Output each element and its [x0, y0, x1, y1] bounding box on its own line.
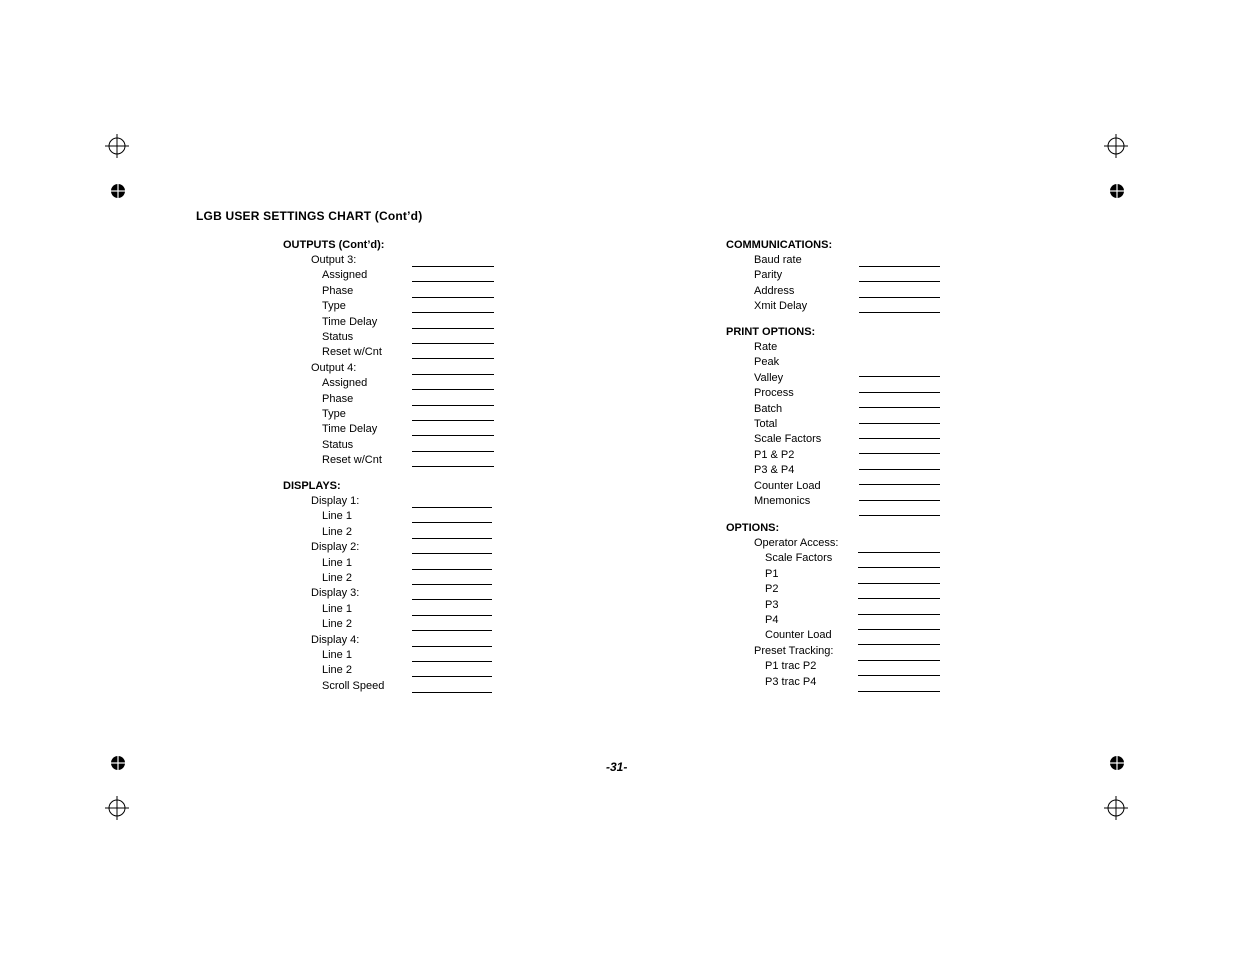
- form-row: [283, 376, 503, 391]
- field-label: P1 trac P2: [765, 660, 817, 673]
- fill-in-blank[interactable]: [859, 515, 940, 516]
- form-row: [283, 679, 503, 694]
- field-label: Assigned: [322, 377, 368, 390]
- field-label: Operator Access:: [754, 537, 839, 549]
- field-label: Display 1:: [311, 495, 360, 507]
- form-row: [283, 345, 503, 360]
- fill-in-blank[interactable]: [412, 676, 492, 677]
- field-label: P2: [765, 583, 779, 596]
- fill-in-blank[interactable]: [412, 266, 494, 267]
- form-row: [726, 448, 946, 463]
- registration-crosshair-icon: [105, 134, 129, 158]
- form-row: [726, 284, 946, 299]
- form-row: [283, 315, 503, 330]
- field-label: Mnemonics: [754, 494, 811, 507]
- form-row: [283, 586, 503, 601]
- form-row: [726, 299, 946, 314]
- fill-in-blank[interactable]: [412, 312, 494, 313]
- fill-in-blank[interactable]: [412, 692, 492, 693]
- fill-in-blank[interactable]: [859, 297, 940, 298]
- communications-section: [726, 237, 946, 315]
- form-row: [726, 355, 946, 370]
- field-label: Line 1: [322, 510, 352, 523]
- field-label: P1 & P2: [754, 448, 795, 461]
- fill-in-blank[interactable]: [412, 661, 492, 662]
- fill-in-blank[interactable]: [412, 451, 494, 452]
- fill-in-blank[interactable]: [858, 691, 940, 692]
- field-label: Status: [322, 330, 354, 343]
- fill-in-blank[interactable]: [412, 420, 494, 421]
- print-options-section: [726, 324, 946, 509]
- displays-section: [283, 478, 503, 694]
- field-label: Output 4:: [311, 361, 357, 374]
- registration-dot-icon: [1110, 184, 1124, 198]
- field-label: Display 2:: [311, 541, 360, 554]
- fill-in-blank[interactable]: [412, 584, 492, 585]
- registration-dot-icon: [1110, 756, 1124, 770]
- field-label: Counter Load: [754, 479, 821, 492]
- field-label: Status: [322, 438, 354, 451]
- fill-in-blank[interactable]: [412, 405, 494, 406]
- field-label: Scale Factors: [754, 433, 822, 446]
- form-row: [283, 540, 503, 555]
- form-row: [726, 582, 946, 597]
- field-label: Line 1: [322, 648, 352, 661]
- field-label: Reset w/Cnt: [322, 346, 382, 359]
- field-label: Preset Tracking:: [754, 644, 834, 657]
- fill-in-blank[interactable]: [412, 507, 492, 508]
- fill-in-blank[interactable]: [412, 615, 492, 616]
- field-label: P3 & P4: [754, 464, 795, 477]
- field-label: Scroll Speed: [322, 679, 385, 692]
- field-label: Parity: [754, 269, 783, 282]
- field-label: Total: [754, 417, 778, 430]
- fill-in-blank[interactable]: [412, 328, 494, 329]
- form-row: [283, 392, 503, 407]
- field-label: Scale Factors: [765, 552, 833, 565]
- form-row: [726, 268, 946, 283]
- field-label: Line 2: [322, 571, 352, 584]
- form-row: [283, 284, 503, 299]
- form-row: [283, 617, 503, 632]
- form-row: [726, 340, 946, 355]
- fill-in-blank[interactable]: [412, 343, 494, 344]
- form-row: [726, 598, 946, 613]
- form-row: [726, 551, 946, 566]
- fill-in-blank[interactable]: [412, 522, 492, 523]
- registration-crosshair-icon: [1104, 134, 1128, 158]
- form-row: [726, 644, 946, 659]
- options-heading: OPTIONS:: [726, 522, 780, 534]
- fill-in-blank[interactable]: [412, 630, 492, 631]
- form-row: [283, 299, 503, 314]
- communications-heading: COMMUNICATIONS:: [726, 239, 833, 251]
- field-label: Line 1: [322, 556, 352, 569]
- form-row: [726, 628, 946, 643]
- form-row: [726, 567, 946, 582]
- form-row: [726, 463, 946, 478]
- print-options-heading: PRINT OPTIONS:: [726, 326, 816, 338]
- field-label: Phase: [322, 284, 354, 297]
- form-row: [283, 330, 503, 345]
- form-row: [283, 253, 503, 268]
- field-label: Valley: [754, 371, 784, 384]
- fill-in-blank[interactable]: [412, 538, 492, 539]
- field-label: Line 2: [322, 664, 352, 677]
- form-row: [726, 417, 946, 432]
- form-row: [283, 361, 503, 376]
- form-row: [283, 422, 503, 437]
- form-row: [283, 556, 503, 571]
- form-row: [283, 268, 503, 283]
- fill-in-blank[interactable]: [412, 389, 494, 390]
- outputs-section: [283, 237, 503, 468]
- field-label: Time Delay: [322, 423, 378, 436]
- field-label: Rate: [754, 341, 778, 353]
- form-row: [726, 675, 946, 690]
- displays-heading: DISPLAYS:: [283, 480, 341, 492]
- fill-in-blank[interactable]: [412, 646, 492, 647]
- field-label: Type: [322, 407, 346, 420]
- form-row: [726, 402, 946, 417]
- form-row: [283, 494, 503, 509]
- field-label: Baud rate: [754, 254, 802, 266]
- fill-in-blank[interactable]: [412, 374, 494, 375]
- form-row: [726, 432, 946, 447]
- field-label: Type: [322, 300, 346, 313]
- form-row: [283, 407, 503, 422]
- field-label: Time Delay: [322, 315, 378, 328]
- registration-dot-icon: [111, 756, 125, 770]
- field-label: Line 2: [322, 525, 352, 538]
- fill-in-blank[interactable]: [412, 569, 492, 570]
- field-label: P3: [765, 598, 779, 611]
- form-row: [726, 613, 946, 628]
- form-row: [726, 659, 946, 674]
- form-row: [283, 571, 503, 586]
- form-row: [283, 633, 503, 648]
- fill-in-blank[interactable]: [412, 599, 492, 600]
- options-section: [726, 520, 946, 690]
- form-row: [283, 648, 503, 663]
- form-row: [283, 525, 503, 540]
- field-label: P4: [765, 613, 779, 626]
- fill-in-blank[interactable]: [412, 435, 494, 436]
- form-row: [726, 386, 946, 401]
- fill-in-blank[interactable]: [412, 297, 494, 298]
- registration-dot-icon: [111, 184, 125, 198]
- form-row: [726, 536, 946, 551]
- field-label: Peak: [754, 356, 780, 369]
- registration-crosshair-icon: [105, 796, 129, 820]
- field-label: Display 4:: [311, 633, 360, 646]
- page-number: -31-: [606, 760, 628, 774]
- fill-in-blank[interactable]: [859, 312, 940, 313]
- fill-in-blank[interactable]: [412, 358, 494, 359]
- field-label: Xmit Delay: [754, 300, 808, 313]
- form-row: [726, 371, 946, 386]
- page-title: LGB USER SETTINGS CHART (Cont’d): [196, 209, 423, 223]
- fill-in-blank[interactable]: [859, 266, 940, 267]
- field-label: P3 trac P4: [765, 675, 817, 688]
- field-label: Address: [754, 284, 795, 297]
- field-label: Display 3:: [311, 587, 360, 600]
- form-row: [283, 509, 503, 524]
- fill-in-blank[interactable]: [412, 553, 492, 554]
- field-label: Line 1: [322, 602, 352, 615]
- field-label: Batch: [754, 402, 783, 415]
- field-label: P1: [765, 567, 779, 580]
- field-label: Output 3:: [311, 254, 357, 266]
- field-label: Line 2: [322, 618, 352, 631]
- form-row: [726, 479, 946, 494]
- fill-in-blank[interactable]: [412, 281, 494, 282]
- field-label: Process: [754, 387, 794, 400]
- form-row: [283, 602, 503, 617]
- form-row: [283, 663, 503, 678]
- field-label: Phase: [322, 392, 354, 405]
- fill-in-blank[interactable]: [412, 466, 494, 467]
- field-label: Reset w/Cnt: [322, 454, 382, 467]
- form-row: [726, 494, 946, 509]
- form-row: [283, 453, 503, 468]
- outputs-heading: OUTPUTS (Cont’d):: [283, 239, 385, 251]
- field-label: Assigned: [322, 269, 368, 282]
- fill-in-blank[interactable]: [859, 281, 940, 282]
- field-label: Counter Load: [765, 629, 832, 642]
- registration-crosshair-icon: [1104, 796, 1128, 820]
- form-row: [283, 438, 503, 453]
- form-row: [726, 253, 946, 268]
